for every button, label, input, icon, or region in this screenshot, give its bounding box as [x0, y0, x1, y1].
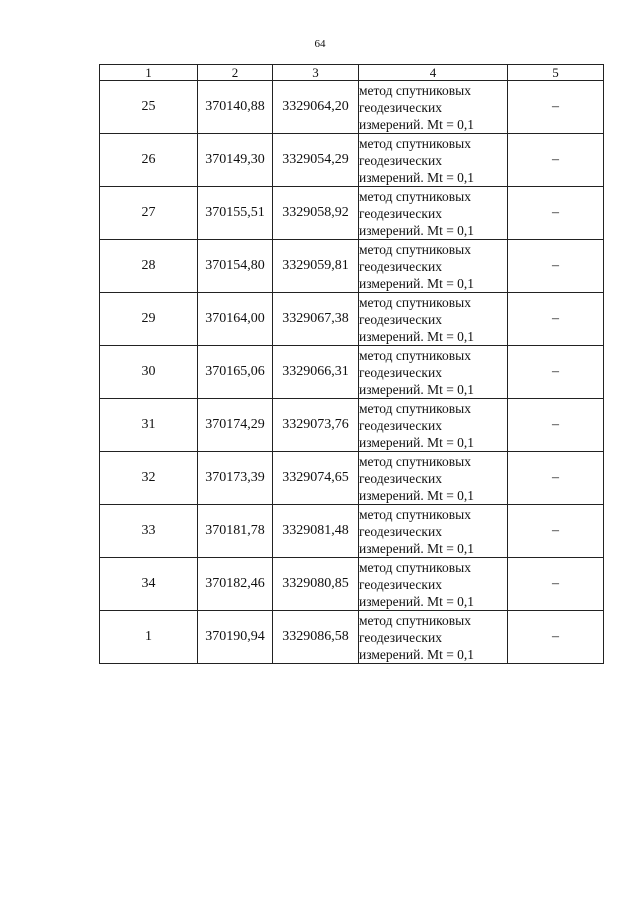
method-cell [359, 81, 508, 134]
coordinate-y-cell: 3329059,81 [273, 240, 359, 293]
column-5-cell: – [508, 452, 604, 505]
method-text-line: измерений. Mt = 0,1 [359, 169, 475, 185]
method-text-line: геодезических [359, 417, 442, 433]
method-text-line: метод спутниковых [359, 347, 471, 363]
method-text-line: измерений. Mt = 0,1 [359, 487, 475, 503]
method-text-line: геодезических [359, 205, 442, 221]
point-number-cell: 28 [100, 240, 198, 293]
method-cell [359, 505, 508, 558]
coordinates-table [99, 64, 604, 664]
table-row [100, 399, 604, 452]
method-text-line: геодезических [359, 311, 442, 327]
method-text-line: метод спутниковых [359, 135, 471, 151]
method-text-line: метод спутниковых [359, 82, 471, 98]
point-number-cell: 27 [100, 187, 198, 240]
method-text-line: геодезических [359, 523, 442, 539]
point-number-cell: 30 [100, 346, 198, 399]
coordinate-x-cell: 370190,94 [198, 611, 273, 664]
column-5-cell: – [508, 293, 604, 346]
method-cell [359, 134, 508, 187]
table-header-row [100, 65, 604, 81]
table-row [100, 240, 604, 293]
coordinate-x-cell: 370174,29 [198, 399, 273, 452]
point-number-cell: 33 [100, 505, 198, 558]
column-5-cell: – [508, 346, 604, 399]
method-cell [359, 611, 508, 664]
table-body [100, 81, 604, 664]
column-5-cell: – [508, 505, 604, 558]
point-number-cell: 29 [100, 293, 198, 346]
method-text-line: метод спутниковых [359, 294, 471, 310]
table-row [100, 187, 604, 240]
table-row [100, 134, 604, 187]
coordinate-x-cell: 370154,80 [198, 240, 273, 293]
coordinate-x-cell: 370155,51 [198, 187, 273, 240]
coordinate-x-cell: 370149,30 [198, 134, 273, 187]
coordinate-x-cell: 370164,00 [198, 293, 273, 346]
method-text-line: геодезических [359, 364, 442, 380]
coordinate-y-cell: 3329067,38 [273, 293, 359, 346]
table-row [100, 558, 604, 611]
table-row [100, 505, 604, 558]
header-col-1: 1 [100, 65, 198, 81]
method-text-line: метод спутниковых [359, 241, 471, 257]
coordinate-y-cell: 3329058,92 [273, 187, 359, 240]
method-text-line: геодезических [359, 258, 442, 274]
method-text-line: измерений. Mt = 0,1 [359, 646, 475, 662]
table-row [100, 452, 604, 505]
table-row [100, 611, 604, 664]
header-col-4: 4 [359, 65, 508, 81]
method-text-line: измерений. Mt = 0,1 [359, 434, 475, 450]
method-cell [359, 558, 508, 611]
method-cell [359, 346, 508, 399]
coordinate-y-cell: 3329086,58 [273, 611, 359, 664]
coordinate-x-cell: 370181,78 [198, 505, 273, 558]
coordinate-y-cell: 3329066,31 [273, 346, 359, 399]
point-number-cell: 34 [100, 558, 198, 611]
method-text-line: измерений. Mt = 0,1 [359, 275, 475, 291]
point-number-cell: 31 [100, 399, 198, 452]
method-cell [359, 240, 508, 293]
method-cell [359, 187, 508, 240]
method-text-line: измерений. Mt = 0,1 [359, 381, 475, 397]
point-number-cell: 1 [100, 611, 198, 664]
point-number-cell: 25 [100, 81, 198, 134]
coordinate-x-cell: 370182,46 [198, 558, 273, 611]
method-text-line: метод спутниковых [359, 453, 471, 469]
column-5-cell: – [508, 558, 604, 611]
coordinate-x-cell: 370173,39 [198, 452, 273, 505]
coordinate-x-cell: 370140,88 [198, 81, 273, 134]
column-5-cell: – [508, 611, 604, 664]
header-col-2: 2 [198, 65, 273, 81]
method-cell [359, 452, 508, 505]
column-5-cell: – [508, 81, 604, 134]
column-5-cell: – [508, 240, 604, 293]
method-text-line: геодезических [359, 152, 442, 168]
method-text-line: метод спутниковых [359, 559, 471, 575]
method-text-line: геодезических [359, 576, 442, 592]
method-cell [359, 399, 508, 452]
coordinate-y-cell: 3329074,65 [273, 452, 359, 505]
table-row [100, 346, 604, 399]
method-text-line: измерений. Mt = 0,1 [359, 540, 475, 556]
page-number: 64 [314, 38, 326, 50]
column-5-cell: – [508, 399, 604, 452]
column-5-cell: – [508, 187, 604, 240]
method-text-line: измерений. Mt = 0,1 [359, 593, 475, 609]
method-text-line: метод спутниковых [359, 612, 471, 628]
coordinate-y-cell: 3329081,48 [273, 505, 359, 558]
coordinate-y-cell: 3329073,76 [273, 399, 359, 452]
method-cell [359, 293, 508, 346]
method-text-line: измерений. Mt = 0,1 [359, 116, 475, 132]
method-text-line: измерений. Mt = 0,1 [359, 222, 475, 238]
table-row [100, 293, 604, 346]
coordinate-y-cell: 3329080,85 [273, 558, 359, 611]
header-col-5: 5 [508, 65, 604, 81]
table-row [100, 81, 604, 134]
point-number-cell: 26 [100, 134, 198, 187]
header-col-3: 3 [273, 65, 359, 81]
method-text-line: геодезических [359, 470, 442, 486]
method-text-line: измерений. Mt = 0,1 [359, 328, 475, 344]
method-text-line: метод спутниковых [359, 188, 471, 204]
method-text-line: геодезических [359, 629, 442, 645]
column-5-cell: – [508, 134, 604, 187]
method-text-line: геодезических [359, 99, 442, 115]
point-number-cell: 32 [100, 452, 198, 505]
coordinate-y-cell: 3329054,29 [273, 134, 359, 187]
coordinate-y-cell: 3329064,20 [273, 81, 359, 134]
method-text-line: метод спутниковых [359, 506, 471, 522]
coordinate-x-cell: 370165,06 [198, 346, 273, 399]
method-text-line: метод спутниковых [359, 400, 471, 416]
